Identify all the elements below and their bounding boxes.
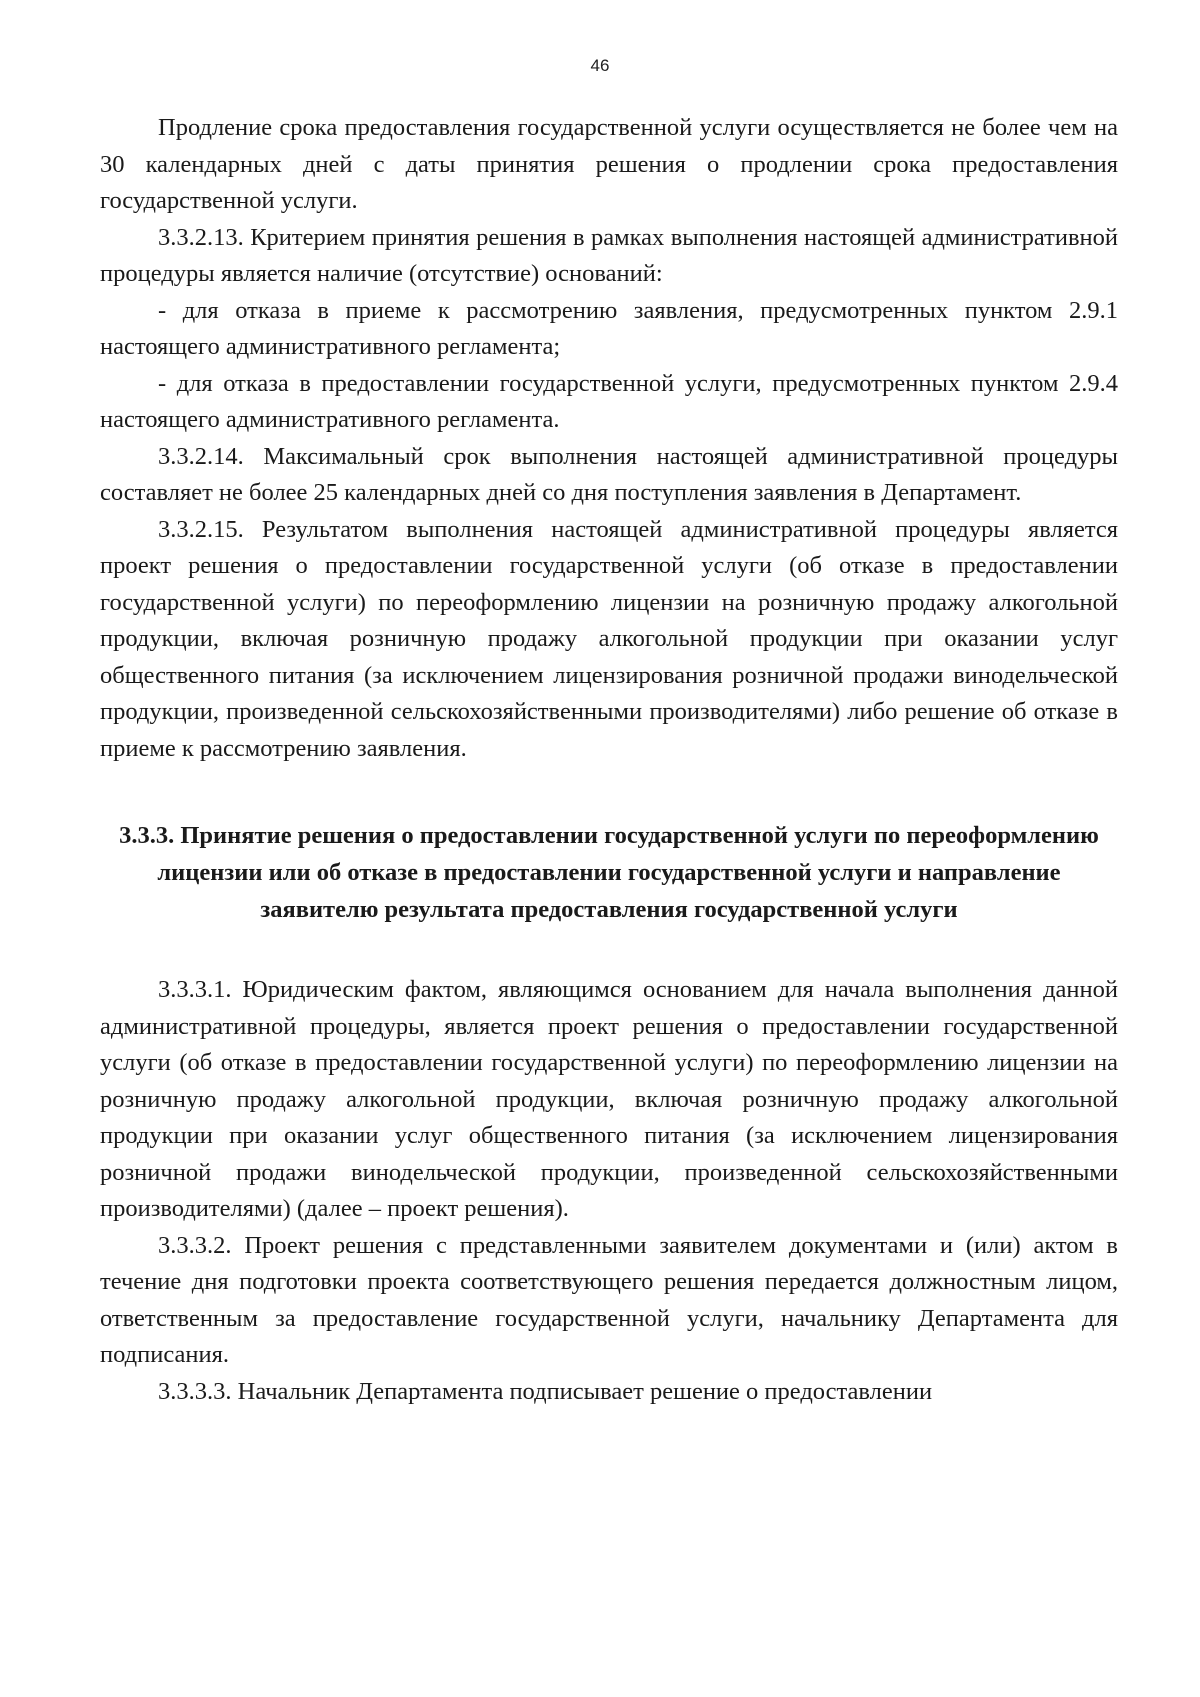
paragraph-extension-term: Продление срока предоставления государственной услуги осуществляется не более чем на 30 календарных дней с даты принятия решения о продлении срока предоставления государственной услуги. — [100, 114, 1118, 214]
paragraph-3-3-3-1: 3.3.3.1. Юридическим фактом, являющимся основанием для начала выполнения данной административной процедуры, является проект решения о предоставлении государственной услуги (об отказе в предоставлении государственной услуги) по переоформлению лицензии на розничную продажу алкогольной продукции, включая розничную продажу алкогольной продукции при оказании услуг общественного питания (за исключением лицензирования розничной продажи винодельческой продукции, произведенной сельскохозяйственными производителями) (далее – проект решения). — [100, 976, 1118, 1222]
list-item-refusal-service: - для отказа в предоставлении государственной услуги, предусмотренных пунктом 2.9.4 настоящего административного регламента. — [100, 369, 1118, 433]
paragraph-3-3-2-14: 3.3.2.14. Максимальный срок выполнения настоящей административной процедуры составляет не более 25 календарных дней со дня поступления заявления в Департамент. — [100, 442, 1118, 506]
paragraph-3-3-2-13: 3.3.2.13. Критерием принятия решения в рамках выполнения настоящей административной процедуры является наличие (отсутствие) оснований: — [100, 223, 1118, 287]
section-heading-3-3-3: 3.3.3. Принятие решения о предоставлении государственной услуги по переоформлению лицензии или об отказе в предоставлении государственной услуги и направление заявителю результата предоставления государственной услуги — [119, 822, 1099, 923]
list-item-refusal-reception: - для отказа в приеме к рассмотрению заявления, предусмотренных пунктом 2.9.1 настоящего административного регламента; — [100, 296, 1118, 360]
paragraph-3-3-3-2: 3.3.3.2. Проект решения с представленными заявителем документами и (или) актом в течение дня подготовки проекта соответствующего решения передается должностным лицом, ответственным за предоставление государственной услуги, начальнику Департамента для подписания. — [100, 1231, 1118, 1368]
paragraph-3-3-3-3: 3.3.3.3. Начальник Департамента подписывает решение о предоставлении — [158, 1377, 933, 1405]
document-body — [100, 110, 1118, 1410]
paragraph-3-3-2-15: 3.3.2.15. Результатом выполнения настоящей административной процедуры является проект решения о предоставлении государственной услуги (об отказе в предоставлении государственной услуги) по переоформлению лицензии на розничную продажу алкогольной продукции, включая розничную продажу алкогольной продукции при оказании услуг общественного питания (за исключением лицензирования розничной продажи винодельческой продукции, произведенной сельскохозяйственными производителями) либо решение об отказе в приеме к рассмотрению заявления. — [100, 515, 1118, 762]
page-number: 46 — [590, 56, 610, 75]
